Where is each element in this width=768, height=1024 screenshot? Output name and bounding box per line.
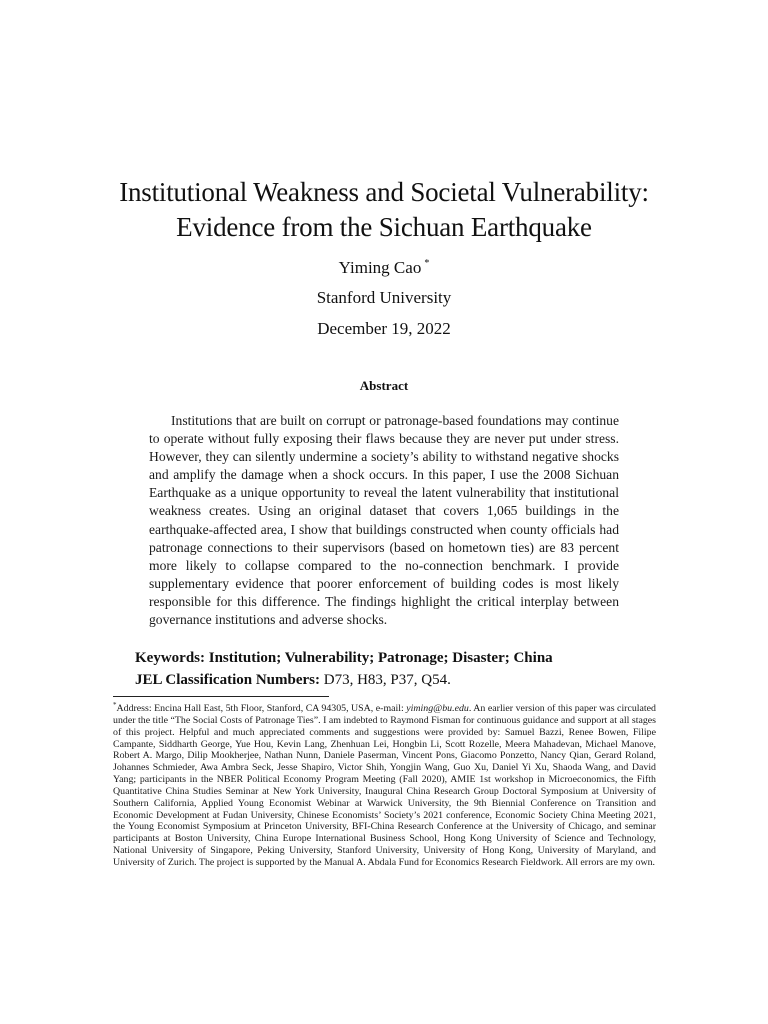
abstract-body: Institutions that are built on corrupt or patronage-based foundations may continue to operate without fully exposing their flaws because they are never put under stress. However, they can silently undermine a society’s ability to withstand negative shocks and amplify the damage when a shock occurs. In this paper, I use the 2008 Sichuan Earthquake as a unique opportunity to reveal the latent vulnerability that institutional weakness creates. Using an original dataset that covers 1,065 buildings in the earthquake-affected area, I show that buildings constructed when county officials had patronage connections to their supervisors (based on hometown ties) are 83 percent more likely to collapse compared to the no-connection benchmark. I provide supplementary evidence that poorer enforcement of building codes is most likely responsible for this difference. The findings highlight the critical interplay between governance institutions and adverse shocks. xyxy=(149,413,619,628)
author-footnote-mark[interactable]: * xyxy=(424,258,430,269)
paper-title xyxy=(0,175,768,245)
author-footnote xyxy=(113,700,656,869)
footnote-mark: * xyxy=(113,701,117,709)
author-name: Yiming Cao xyxy=(338,258,422,277)
abstract-heading: Abstract xyxy=(359,378,409,393)
jel-label: JEL Classification Numbers: xyxy=(135,672,321,688)
jel-line xyxy=(135,672,451,689)
keywords-label: Keywords: xyxy=(135,650,205,666)
footnote-body: . An earlier version of this paper was circulated under the title “The Social Costs of Patronage Ties”. I am indebted to Raymond Fisman for continuous guidance and support at all stages of this project. Helpful and much appreciated comments and suggestions were provided by: Samuel Bazzi, Renee Bowen, Filipe Campante, Siddharth George, Yue Hou, Kevin Lang, Zhenhuan Lei, Hongbin Li, Scott Rozelle, Meera Mahadevan, Michael Manove, Robert A. Margo, Dilip Mookherjee, Nathan Nunn, Daniele Paserman, Vincent Pons, Giacomo Ponzetto, Nancy Qian, Gerard Roland, Johannes Schmieder, Awa Ambra Seck, Jesse Shapiro, Victor Shih, Yongjin Wang, Guo Xu, Daniel Yi Xu, Shaoda Wang, and David Yang; participants in the NBER Political Economy Program Meeting (Fall 2020), AMIE 1st workshop in Microeconomics, the Fifth Quantitative China Studies Seminar at New York University, Inaugural China Research Group Doctoral Symposium at University of Southern California, Applied Young Economist Webinar at Warwick University, the 9th Biennial Conference on Transition and Economic Development at Fudan University, Chinese Economists’ Society’s 2021 conference, Economic Society China Meeting 2021, the Young Economist Symposium at Princeton University, BFI-China Research Conference at the University of Chicago, and seminar participants at Boston University, China Europe International Business School, Hong Kong University of Science and Technology, National University of Singapore, Peking University, Stanford University, University of Hong Kong, University of Maryland, and University of Zurich. The project is supported by the Manual A. Abdala Fund for Economics Research Fieldwork. All errors are my own. xyxy=(113,703,656,868)
author-line xyxy=(0,258,768,278)
title-line-1: Institutional Weakness and Societal Vulnerability: xyxy=(119,177,649,207)
keywords-line xyxy=(135,650,553,667)
footnote-email-link[interactable]: yiming@bu.edu xyxy=(406,703,469,714)
jel-value: D73, H83, P37, Q54. xyxy=(323,672,451,688)
affiliation: Stanford University xyxy=(316,288,452,307)
footnote-address: Address: Encina Hall East, 5th Floor, Stanford, CA 94305, USA, e-mail: xyxy=(116,703,407,714)
footnote-divider xyxy=(113,696,329,697)
title-line-2: Evidence from the Sichuan Earthquake xyxy=(176,212,592,242)
paper-date: December 19, 2022 xyxy=(317,319,451,338)
keywords-value: Institution; Vulnerability; Patronage; Disaster; China xyxy=(208,650,553,666)
